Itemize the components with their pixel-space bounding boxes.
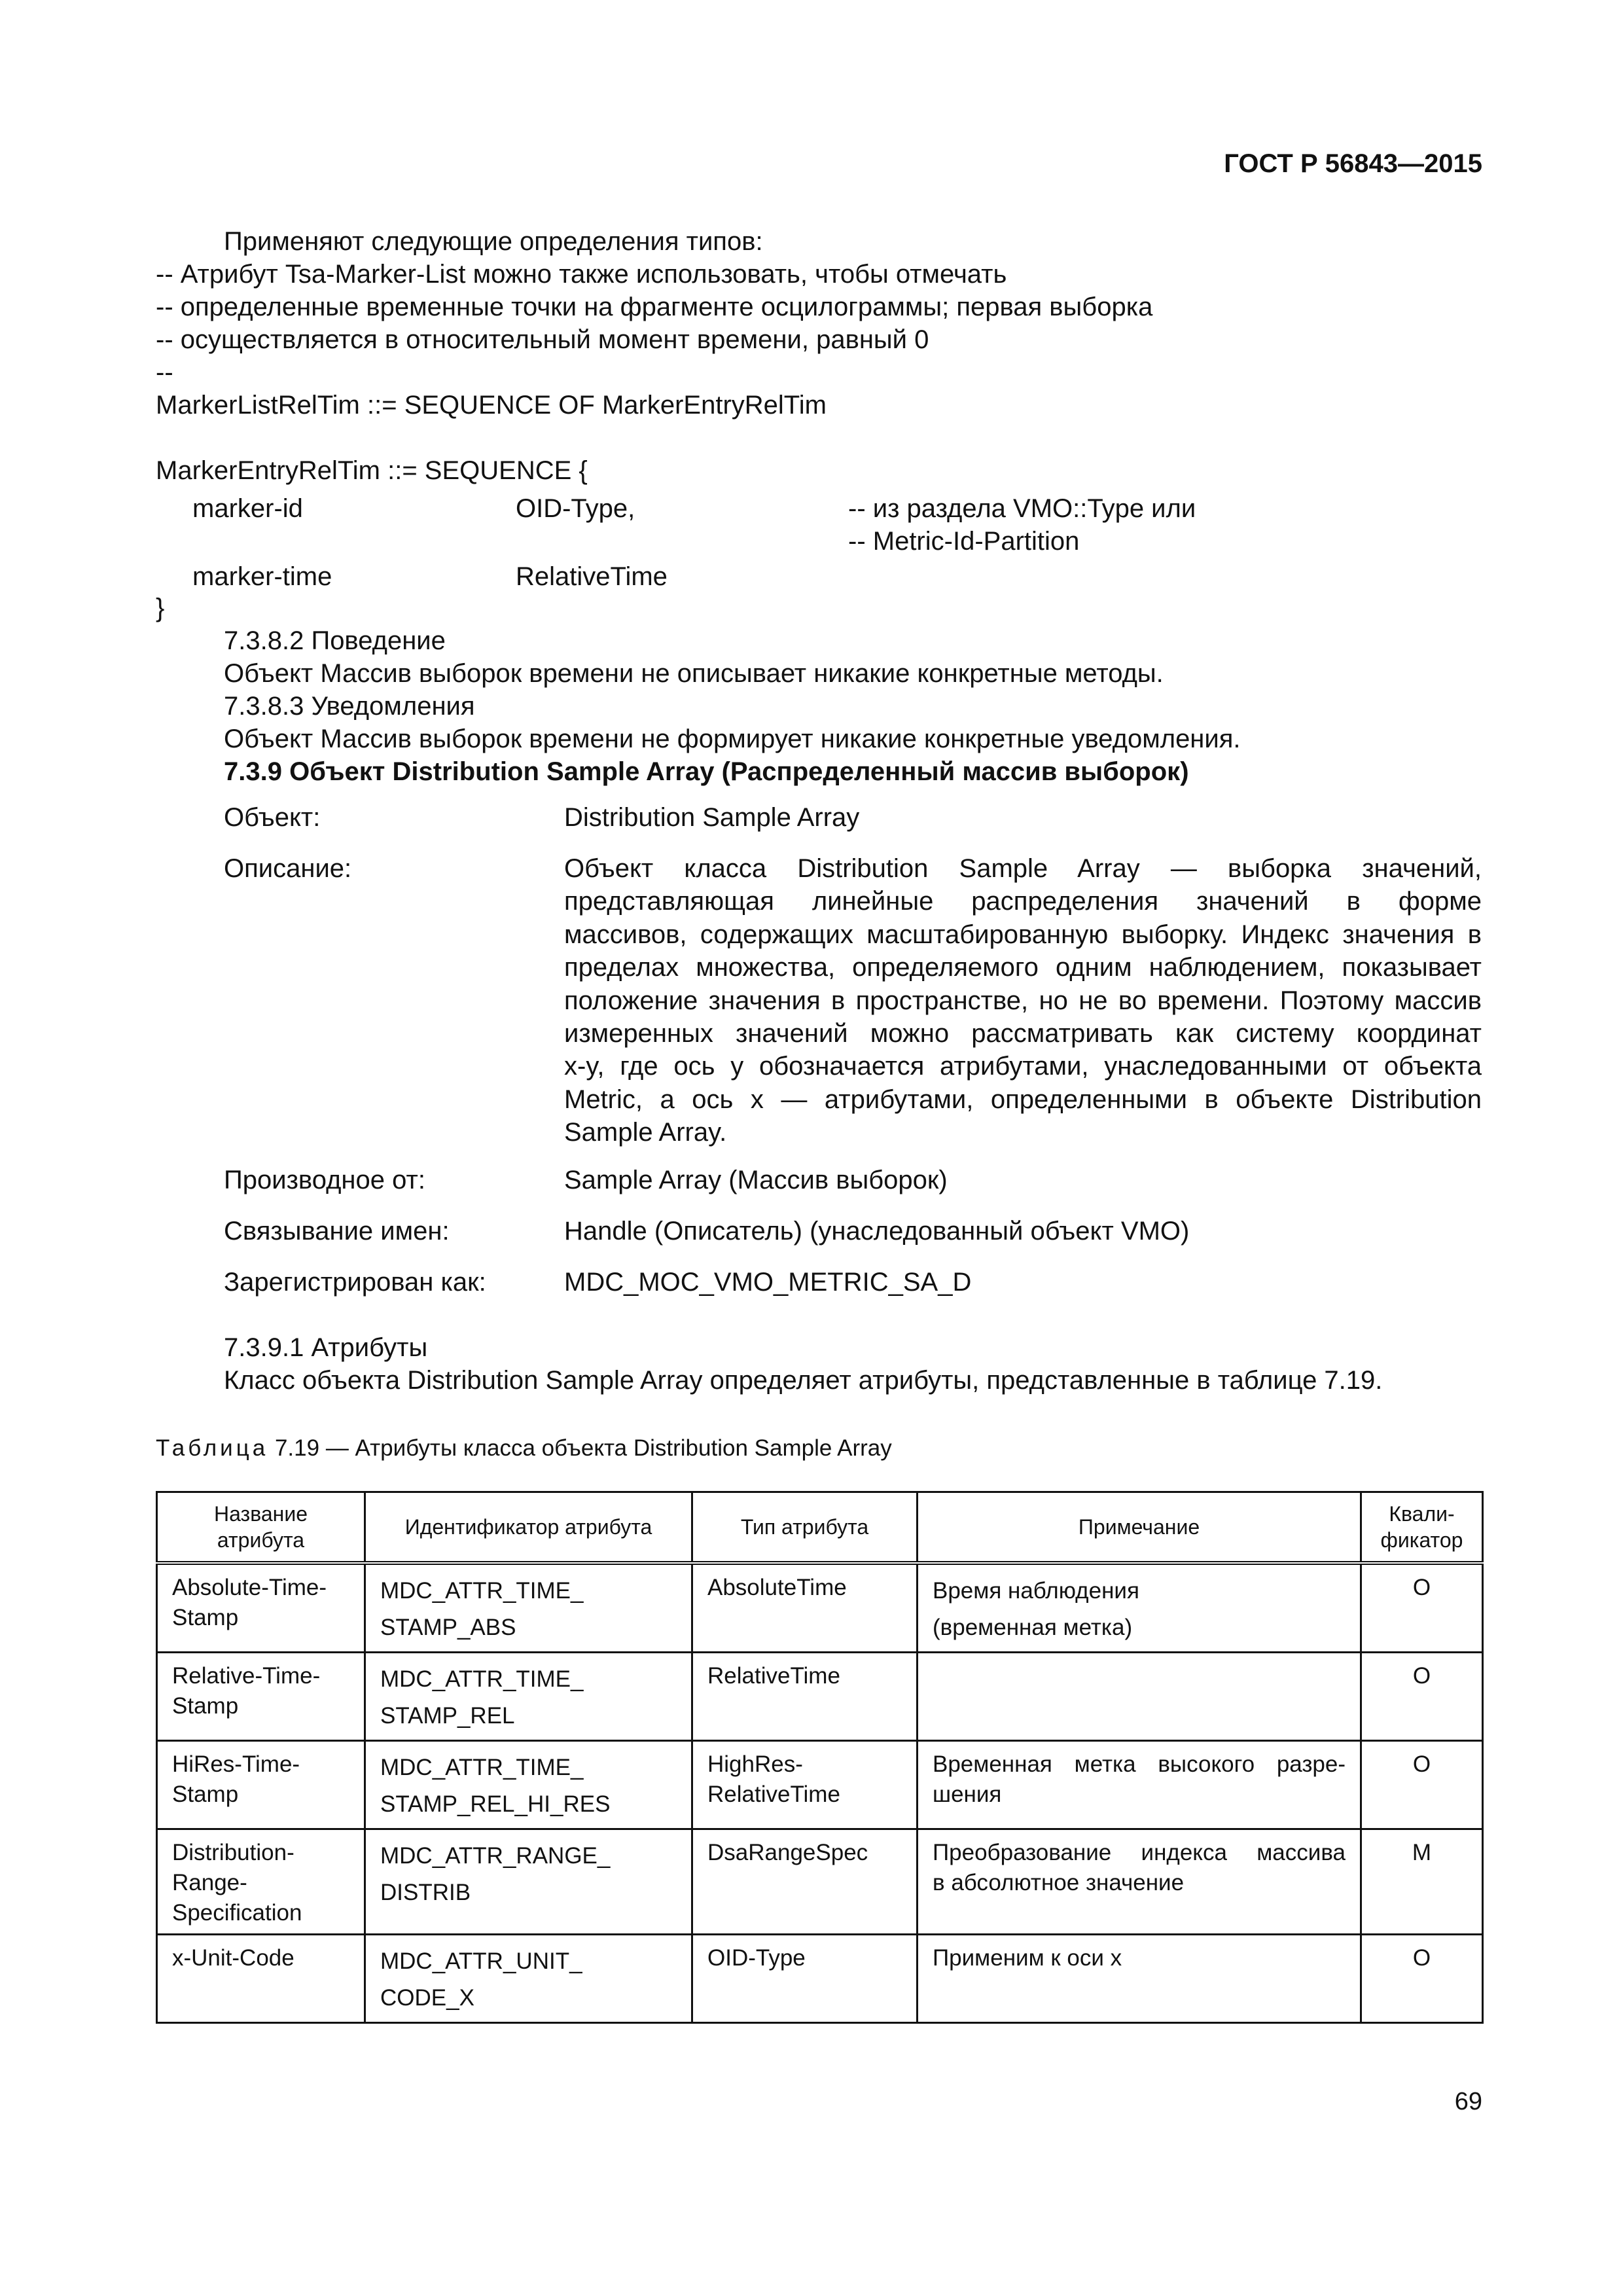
cell-line: Stamp bbox=[172, 1693, 239, 1719]
attributes-text: Класс объекта Distribution Sample Array определяет атрибуты, представленные в таблице 7.19. bbox=[224, 1366, 1383, 1395]
cell-line: Distribution- bbox=[172, 1840, 294, 1865]
naming-label: Связывание имен: bbox=[224, 1217, 450, 1246]
column-header bbox=[157, 1492, 365, 1564]
marker-entry-definition: MarkerEntryRelTim ::= SEQUENCE { bbox=[156, 456, 588, 485]
asn-comment-line: -- Атрибут Tsa-Marker-List можно также использовать, чтобы отмечать bbox=[156, 260, 1007, 289]
table-caption-word: Таблица bbox=[156, 1435, 269, 1461]
description-line: представляющая линейные распределения значений в форме bbox=[564, 887, 1482, 916]
cell-line: HighRes- bbox=[707, 1751, 803, 1777]
object-value: Distribution Sample Array bbox=[564, 803, 860, 832]
cell-line: MDC_ATTR_TIME_ bbox=[380, 1666, 584, 1692]
cell-line: Время наблюдения bbox=[933, 1578, 1139, 1604]
field-type: RelativeTime bbox=[516, 562, 668, 591]
attribute-name-cell bbox=[157, 1563, 365, 1653]
field-type: OID-Type, bbox=[516, 494, 635, 523]
field-comment: -- Metric-Id-Partition bbox=[848, 527, 1080, 556]
column-header bbox=[1361, 1492, 1483, 1564]
page-number: 69 bbox=[1454, 2088, 1482, 2115]
cell-line: Absolute-Time- bbox=[172, 1575, 327, 1600]
derived-value: Sample Array (Массив выборок) bbox=[564, 1166, 948, 1194]
field-name: marker-id bbox=[192, 494, 303, 523]
cell-line: в абсолютное значение bbox=[933, 1870, 1185, 1895]
cell-line: DISTRIB bbox=[380, 1880, 471, 1905]
attribute-id-cell bbox=[365, 1935, 692, 2023]
cell-line: MDC_ATTR_RANGE_ bbox=[380, 1843, 611, 1869]
table-row bbox=[157, 1741, 1483, 1829]
column-header-line: Квали- bbox=[1389, 1502, 1455, 1526]
cell-line: MDC_ATTR_TIME_ bbox=[380, 1755, 584, 1780]
description-line: пределах множества, определяемого одним наблюдением, показывает bbox=[564, 953, 1482, 982]
column-header-line: атрибута bbox=[217, 1528, 305, 1552]
column-header-line: Примечание bbox=[1078, 1515, 1200, 1539]
column-header-line: Тип атрибута bbox=[740, 1515, 869, 1539]
qualifier-cell: O bbox=[1361, 1935, 1483, 2023]
attribute-note-cell bbox=[918, 1653, 1361, 1741]
marker-list-definition: MarkerListRelTim ::= SEQUENCE OF MarkerEntryRelTim bbox=[156, 391, 827, 420]
cell-line: DsaRangeSpec bbox=[707, 1840, 868, 1865]
column-header-line: фикатор bbox=[1380, 1528, 1463, 1552]
table-caption bbox=[156, 1433, 892, 1463]
attribute-id-cell bbox=[365, 1653, 692, 1741]
attribute-name-cell bbox=[157, 1741, 365, 1829]
column-header bbox=[692, 1492, 918, 1564]
attribute-type-cell bbox=[692, 1741, 918, 1829]
description-label: Описание: bbox=[224, 854, 352, 883]
cell-line: MDC_ATTR_TIME_ bbox=[380, 1578, 584, 1604]
object-label: Объект: bbox=[224, 803, 321, 832]
cell-line: RelativeTime bbox=[707, 1782, 840, 1807]
cell-line: Временная метка высокого разре- bbox=[933, 1751, 1346, 1777]
cell-line: Specification bbox=[172, 1900, 302, 1926]
cell-line: Преобразование индекса массива bbox=[933, 1840, 1346, 1865]
attribute-name-cell bbox=[157, 1829, 365, 1935]
cell-line: STAMP_REL_HI_RES bbox=[380, 1791, 611, 1817]
asn-comment-line: -- определенные временные точки на фрагменте осцилограммы; первая выборка bbox=[156, 293, 1153, 321]
notifications-heading: 7.3.8.3 Уведомления bbox=[224, 692, 475, 721]
table-row bbox=[157, 1563, 1483, 1653]
cell-line: MDC_ATTR_UNIT_ bbox=[380, 1948, 582, 1974]
attribute-name-cell bbox=[157, 1935, 365, 2023]
column-header-line: Идентификатор атрибута bbox=[404, 1515, 652, 1539]
table-row bbox=[157, 1935, 1483, 2023]
derived-label: Производное от: bbox=[224, 1166, 425, 1194]
table-row bbox=[157, 1829, 1483, 1935]
qualifier-cell: M bbox=[1361, 1829, 1483, 1935]
attribute-id-cell bbox=[365, 1563, 692, 1653]
document-number: ГОСТ Р 56843—2015 bbox=[1224, 149, 1482, 178]
attribute-note-cell bbox=[918, 1741, 1361, 1829]
cell-line: RelativeTime bbox=[707, 1663, 840, 1689]
attribute-note-cell bbox=[918, 1563, 1361, 1653]
behavior-text: Объект Массив выборок времени не описывает никакие конкретные методы. bbox=[224, 659, 1164, 688]
asn-comment-line: -- осуществляется в относительный момент времени, равный 0 bbox=[156, 325, 929, 354]
description-text bbox=[564, 852, 1482, 1149]
registered-label: Зарегистрирован как: bbox=[224, 1268, 486, 1297]
cell-line: Relative-Time- bbox=[172, 1663, 321, 1689]
notifications-text: Объект Массив выборок времени не формирует никакие конкретные уведомления. bbox=[224, 725, 1241, 753]
cell-line: OID-Type bbox=[707, 1945, 806, 1971]
cell-line: STAMP_ABS bbox=[380, 1615, 516, 1640]
attribute-id-cell bbox=[365, 1829, 692, 1935]
attribute-id-cell bbox=[365, 1741, 692, 1829]
asn-comment-line: -- bbox=[156, 358, 173, 387]
attribute-type-cell bbox=[692, 1935, 918, 2023]
description-line: x-y, где ось y обозначается атрибутами, унаследованными от объекта bbox=[564, 1052, 1482, 1081]
table-caption-text: 7.19 — Атрибуты класса объекта Distribution Sample Array bbox=[274, 1435, 892, 1461]
attribute-type-cell bbox=[692, 1653, 918, 1741]
section-heading: 7.3.9 Объект Distribution Sample Array (Распределенный массив выборок) bbox=[224, 757, 1189, 786]
qualifier-cell: O bbox=[1361, 1741, 1483, 1829]
field-comment: -- из раздела VMO::Type или bbox=[848, 494, 1196, 523]
cell-line: Stamp bbox=[172, 1782, 239, 1807]
attributes-heading: 7.3.9.1 Атрибуты bbox=[224, 1333, 428, 1362]
description-line: массивов, содержащих масштабированную выборку. Индекс значения в bbox=[564, 920, 1482, 949]
cell-line: (временная метка) bbox=[933, 1615, 1133, 1640]
attribute-note-cell bbox=[918, 1829, 1361, 1935]
closing-brace: } bbox=[156, 594, 165, 622]
cell-line: Stamp bbox=[172, 1605, 239, 1630]
behavior-heading: 7.3.8.2 Поведение bbox=[224, 626, 446, 655]
attribute-name-cell bbox=[157, 1653, 365, 1741]
cell-line: Применим к оси x bbox=[933, 1945, 1122, 1971]
attribute-note-cell bbox=[918, 1935, 1361, 2023]
cell-line: шения bbox=[933, 1782, 1002, 1807]
naming-value: Handle (Описатель) (унаследованный объект VMO) bbox=[564, 1217, 1190, 1246]
registered-value: MDC_MOC_VMO_METRIC_SA_D bbox=[564, 1268, 972, 1297]
cell-line: STAMP_REL bbox=[380, 1703, 515, 1729]
description-line: Sample Array. bbox=[564, 1118, 727, 1147]
description-line: Metric, а ось x — атрибутами, определенными в объекте Distribution bbox=[564, 1085, 1482, 1114]
description-line: измеренных значений можно рассматривать как систему координат bbox=[564, 1019, 1482, 1049]
cell-line: AbsoluteTime bbox=[707, 1575, 847, 1600]
attributes-table bbox=[156, 1491, 1484, 2024]
cell-line: CODE_X bbox=[380, 1985, 474, 2011]
column-header-line: Название bbox=[214, 1502, 308, 1526]
types-intro: Применяют следующие определения типов: bbox=[224, 227, 763, 256]
table-header-row bbox=[157, 1492, 1483, 1564]
qualifier-cell: O bbox=[1361, 1563, 1483, 1653]
description-line: положение значения в пространстве, но не во времени. Поэтому массив bbox=[564, 986, 1482, 1015]
column-header bbox=[918, 1492, 1361, 1564]
attribute-type-cell bbox=[692, 1563, 918, 1653]
attribute-type-cell bbox=[692, 1829, 918, 1935]
cell-line: Range- bbox=[172, 1870, 247, 1895]
column-header bbox=[365, 1492, 692, 1564]
field-name: marker-time bbox=[192, 562, 332, 591]
qualifier-cell: O bbox=[1361, 1653, 1483, 1741]
table-row bbox=[157, 1653, 1483, 1741]
cell-line: HiRes-Time- bbox=[172, 1751, 300, 1777]
description-line: Объект класса Distribution Sample Array — выборка значений, bbox=[564, 854, 1482, 883]
cell-line: x-Unit-Code bbox=[172, 1945, 294, 1971]
